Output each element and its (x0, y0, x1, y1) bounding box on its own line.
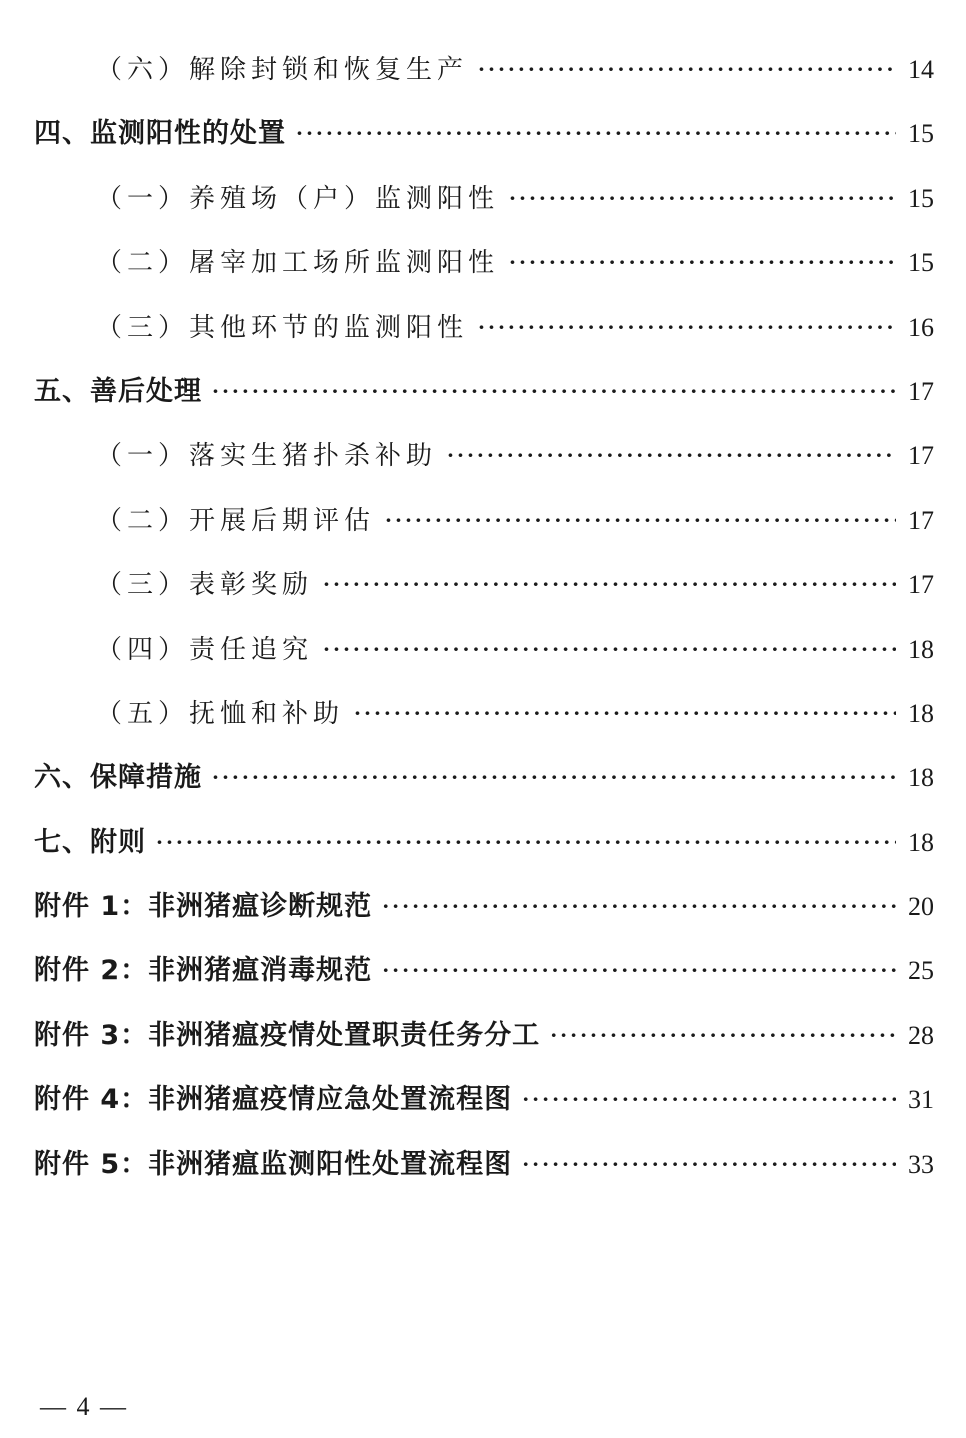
dot-leader (522, 1067, 896, 1131)
dot-leader (323, 552, 896, 616)
entry-title: （三）其他环节的监测阳性 (96, 312, 469, 343)
entry-title: 五、善后处理 (34, 375, 202, 407)
toc-entry (34, 38, 934, 102)
toc-entry (34, 1004, 934, 1068)
entry-title: （三）表彰奖励 (96, 570, 314, 601)
entry-page-number: 18 (908, 763, 934, 793)
entry-page-number: 17 (908, 570, 934, 600)
toc-entry (34, 489, 934, 553)
entry-title: （五）抚恤和补助 (96, 698, 345, 729)
entry-page-number: 18 (908, 827, 934, 857)
entry-title: 附件 5：非洲猪瘟监测阳性处置流程图 (34, 1148, 513, 1180)
dot-leader (447, 423, 896, 487)
page-number-footer: — 4 — (40, 1392, 128, 1421)
toc-entry (34, 682, 934, 746)
entry-page-number: 18 (908, 634, 934, 664)
entry-title: 附件 3：非洲猪瘟疫情处置职责任务分工 (34, 1019, 541, 1051)
toc-entry (34, 424, 934, 488)
dot-leader (478, 295, 896, 359)
toc-entry (34, 1068, 934, 1132)
dot-leader (509, 166, 896, 230)
toc-entry (34, 296, 934, 360)
entry-page-number: 18 (908, 698, 934, 728)
dot-leader (212, 745, 896, 809)
entry-page-number: 17 (908, 441, 934, 471)
entry-title: （六）解除封锁和恢复生产 (96, 55, 469, 85)
entry-title: （二）屠宰加工场所监测阳性 (96, 248, 500, 279)
entry-page-number: 17 (908, 505, 934, 535)
entry-title: 附件 4：非洲猪瘟疫情应急处置流程图 (34, 1084, 513, 1116)
entry-page-number: 25 (908, 956, 934, 986)
entry-title: （二）开展后期评估 (96, 505, 376, 536)
entry-title: 六、保障措施 (34, 762, 202, 794)
toc-entry (34, 1133, 934, 1197)
entry-title: 四、监测阳性的处置 (34, 118, 286, 150)
dot-leader (522, 1132, 896, 1196)
entry-title: 附件 1：非洲猪瘟诊断规范 (34, 891, 373, 923)
toc-entry (34, 875, 934, 939)
entry-page-number: 28 (908, 1020, 934, 1050)
toc-entry (34, 167, 934, 231)
entry-title: 七、附则 (34, 826, 146, 858)
dot-leader (296, 101, 896, 165)
entry-page-number: 31 (908, 1085, 934, 1115)
entry-title: （一）养殖场（户）监测阳性 (96, 183, 500, 214)
entry-title: （一）落实生猪扑杀补助 (96, 441, 438, 472)
entry-title: 附件 2：非洲猪瘟消毒规范 (34, 955, 373, 987)
entry-page-number: 15 (908, 183, 934, 213)
table-of-contents (34, 38, 934, 1197)
dot-leader (156, 810, 896, 874)
toc-entry (34, 102, 934, 166)
dot-leader (323, 617, 896, 681)
entry-page-number: 33 (908, 1149, 934, 1179)
dot-leader (550, 1003, 896, 1067)
dot-leader (212, 359, 896, 423)
dot-leader (382, 874, 896, 938)
toc-entry (34, 553, 934, 617)
entry-title: （四）责任追究 (96, 634, 314, 665)
dot-leader (385, 488, 896, 552)
entry-page-number: 15 (908, 119, 934, 149)
dot-leader (382, 938, 896, 1002)
entry-page-number: 20 (908, 892, 934, 922)
entry-page-number: 16 (908, 312, 934, 342)
entry-page-number: 14 (908, 55, 934, 84)
toc-entry (34, 746, 934, 810)
toc-entry (34, 618, 934, 682)
entry-page-number: 17 (908, 376, 934, 406)
toc-entry (34, 360, 934, 424)
dot-leader (354, 681, 896, 745)
dot-leader (478, 37, 896, 101)
dot-leader (509, 230, 896, 294)
toc-entry (34, 811, 934, 875)
toc-entry (34, 939, 934, 1003)
entry-page-number: 15 (908, 248, 934, 278)
toc-entry (34, 231, 934, 295)
